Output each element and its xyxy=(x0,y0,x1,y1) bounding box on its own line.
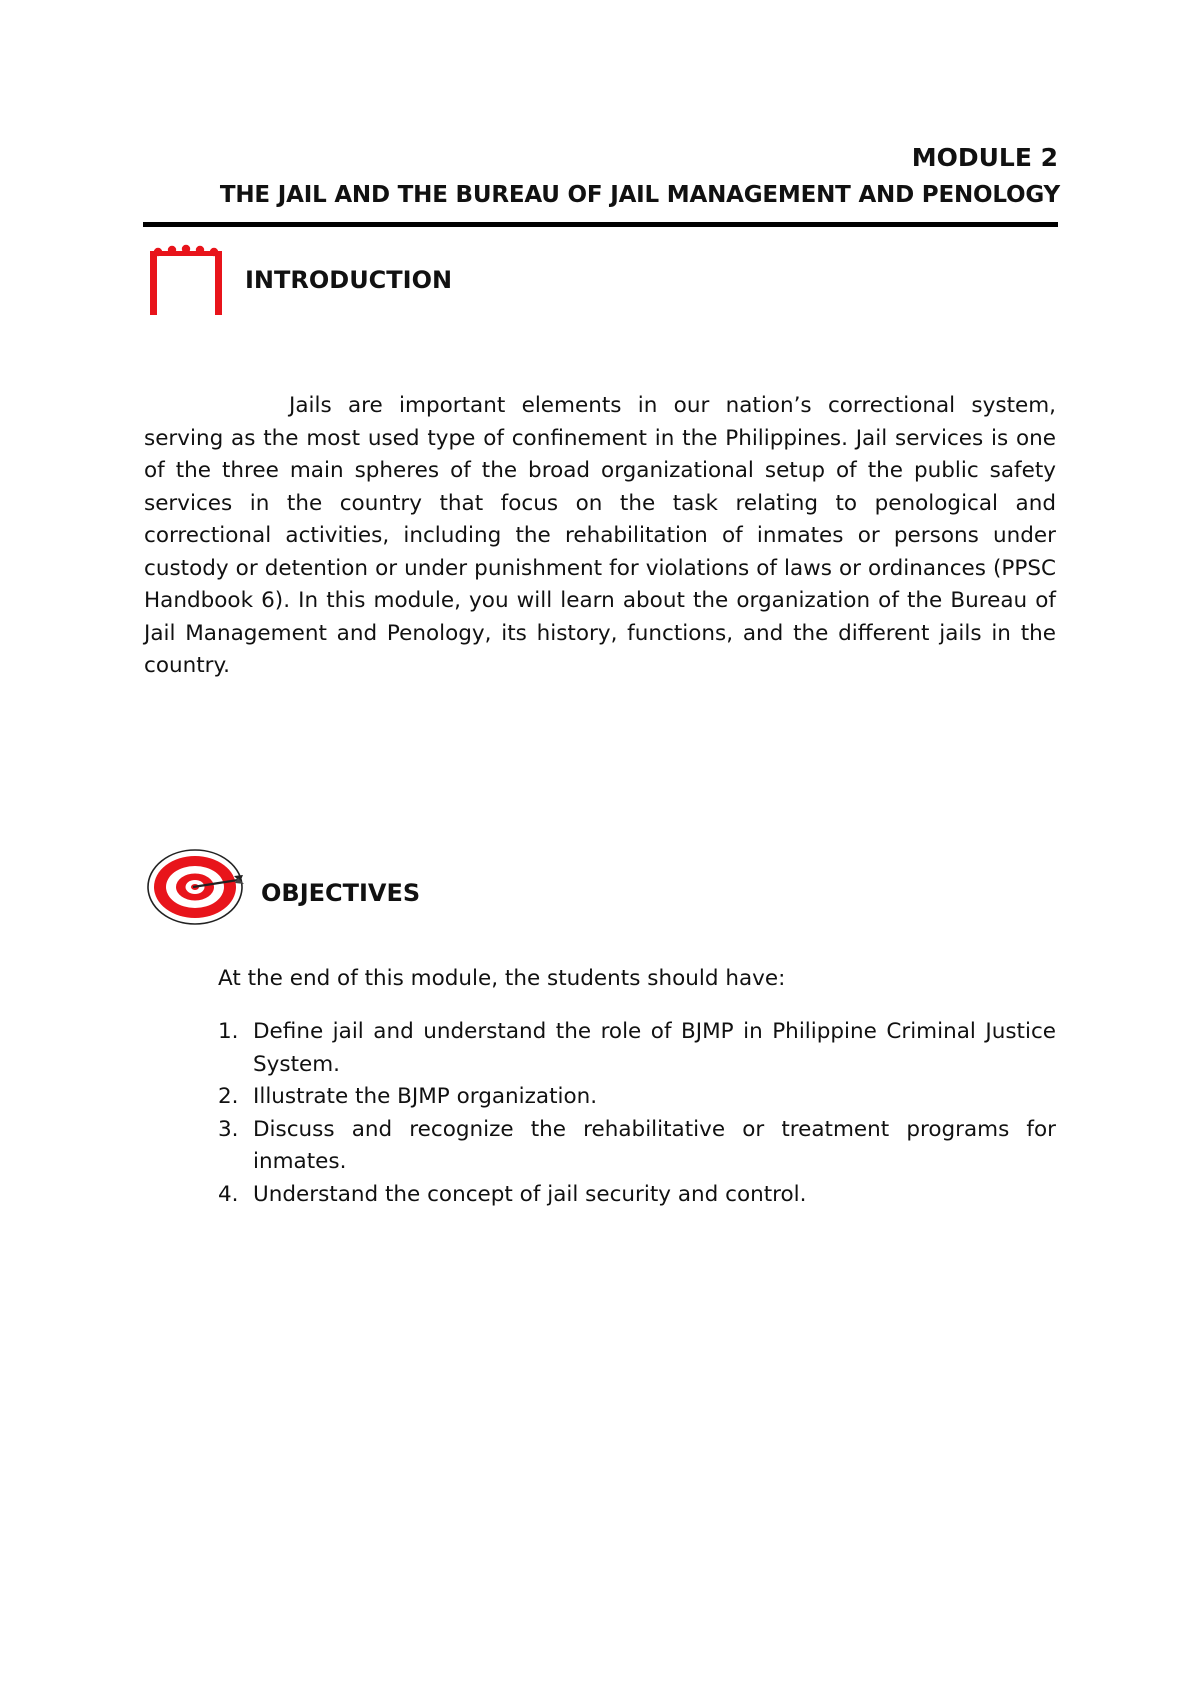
list-number: 4. xyxy=(218,1181,239,1207)
list-text: Understand the concept of jail security and control. xyxy=(253,1181,807,1207)
list-number: 1. xyxy=(218,1019,239,1044)
introduction-heading: INTRODUCTION xyxy=(245,266,453,294)
list-item xyxy=(218,1179,1056,1212)
gate-icon xyxy=(148,243,224,317)
list-number: 2. xyxy=(218,1084,239,1109)
list-text: Define jail and understand the role of BJMP in Philippine Criminal Justice System. xyxy=(253,1019,1056,1077)
header-divider xyxy=(143,222,1058,227)
list-number: 3. xyxy=(218,1116,239,1142)
target-dart-icon xyxy=(146,847,248,927)
list-text: Illustrate the BJMP organization. xyxy=(253,1084,598,1109)
objectives-heading: OBJECTIVES xyxy=(261,879,421,907)
list-item xyxy=(218,1081,1056,1114)
list-item xyxy=(218,1114,1056,1179)
module-label: MODULE 2 xyxy=(911,143,1058,172)
module-title: THE JAIL AND THE BUREAU OF JAIL MANAGEMENT AND PENOLOGY xyxy=(219,182,1060,208)
objectives-list xyxy=(218,1016,1056,1211)
objectives-lead: At the end of this module, the students should have: xyxy=(218,966,786,991)
list-text: Discuss and recognize the rehabilitative or treatment programs for inmates. xyxy=(253,1116,1056,1174)
list-item xyxy=(218,1016,1056,1081)
introduction-paragraph: Jails are important elements in our nation’s correctional system, serving as the most used type of confinement in the Philippines. Jail services is one of the three main spheres of the broad organizational setup of the public safety services in the country that focus on the task relating to penological and correctional activities, including the rehabilitation of inmates or persons under custody or detention or under punishment for violations of laws or ordinances (PPSC Handbook 6). In this module, you will learn about the organization of the Bureau of Jail Management and Penology, its history, functions, and the different jails in the country. xyxy=(144,393,1056,678)
